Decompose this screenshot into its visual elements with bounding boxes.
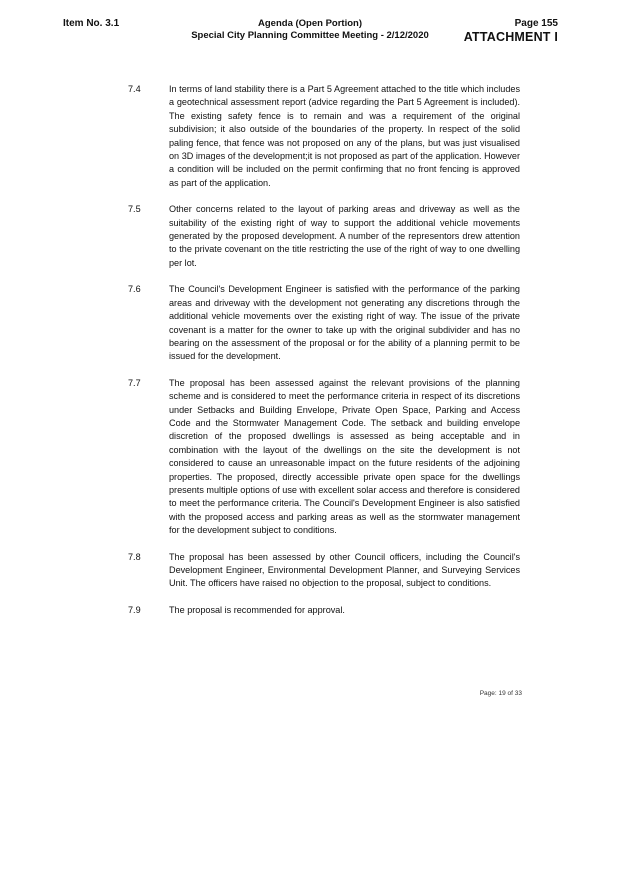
page-label — [464, 18, 558, 45]
list-item — [128, 83, 520, 190]
numbered-items — [128, 83, 520, 617]
item-number-label: 7.6 — [128, 284, 141, 295]
item-text: The proposal has been assessed by other Council officers, including the Council's Development Engineer, Environmental Development Planner, and Surveying Services Unit. The officers have raised no objection to the proposal, subject to conditions. — [169, 551, 520, 589]
list-item — [128, 283, 520, 363]
page-footer: Page: 19 of 33 — [479, 690, 522, 697]
list-item — [128, 377, 520, 538]
item-number-label: 7.8 — [128, 551, 141, 562]
item-number-label: 7.7 — [128, 377, 141, 388]
item-text: The Council's Development Engineer is satisfied with the performance of the parking areas and driveway with the development not generating any discretions through the additional vehicle movements over the existing right of way. The issue of the private covenant is a matter for the owner to take up with the original subdivider and has no bearing on the assessment of the proposal or for the ability of a planning permit to be issued for the development. — [169, 284, 520, 362]
list-item — [128, 203, 520, 270]
item-number: Item No. 3.1 — [63, 18, 120, 29]
agenda-heading — [160, 18, 460, 42]
agenda-title: Agenda (Open Portion) — [258, 18, 362, 29]
item-number-label: 7.5 — [128, 204, 141, 215]
item-text: Other concerns related to the layout of parking areas and driveway as well as the suitability of the existing right of way to support the additional vehicle movements generated by the proposed development. A number of the representors drew attention to the private covenant on the title restricting the use of the right of way to one dwelling per lot. — [169, 204, 520, 268]
page-number: Page 155 — [514, 18, 558, 29]
item-number-label: 7.4 — [128, 84, 141, 94]
meeting-title: Special City Planning Committee Meeting - 2/12/2020 — [191, 30, 429, 41]
list-item — [128, 604, 520, 617]
item-text: The proposal has been assessed against the relevant provisions of the planning scheme and is considered to meet the performance criteria in respect of its discretions under Setbacks and Building Envelope, Private Open Space, Parking and Access Code and the Stormwater Management Code. The setback and building envelope discretion of the proposed dwellings is assessed as being acceptable and in combination with the layout of the dwellings on the site the development is not considered to cause an unreasonable impact on the future residents of the adjoining properties. The proposed, directly accessible private open space for the dwellings presents multiple options of use with excellent solar access and therefore is considered to meet the performance criteria. The Council's Development Engineer is also satisfied with the proposed access and parking areas as well as the stormwater management for the development subject to conditions. — [169, 377, 520, 536]
list-item — [128, 551, 520, 591]
item-text: The proposal is recommended for approval. — [169, 604, 345, 615]
item-number-label: 7.9 — [128, 604, 141, 615]
attachment-label: ATTACHMENT I — [463, 30, 558, 44]
item-text: In terms of land stability there is a Part 5 Agreement attached to the title which includes a geotechnical assessment report (advice regarding the Part 5 Agreement is included). The existing safety fence is to remain and was a requirement of the original subdivision; it also outside of the boundaries of the property. In respect of the solid paling fence, that fence was not proposed on any of the plans, but was just visualised on 3D images of the development;it is not proposed as part of the application. However a condition will be included on the permit confirming that no front fencing is approved as part of the application. — [169, 84, 520, 188]
